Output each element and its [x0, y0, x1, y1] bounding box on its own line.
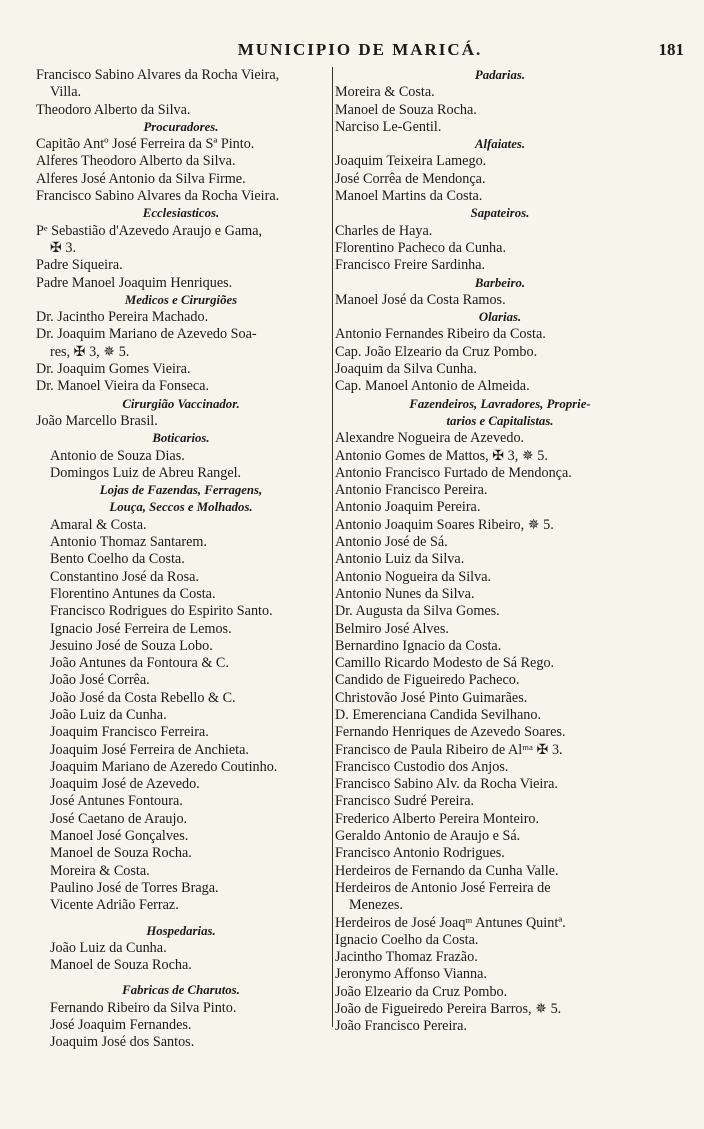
list-item: Antonio Joaquim Soares Ribeiro, ✵ 5. [335, 516, 554, 533]
list-item: João Marcello Brasil. [36, 412, 158, 429]
list-item: Florentino Antunes da Costa. [50, 585, 216, 602]
list-item: Antonio Thomaz Santarem. [50, 534, 207, 551]
list-item: Ignacio José Ferreira de Lemos. [50, 620, 232, 637]
right-column [332, 67, 665, 1035]
list-item: Moreira & Costa. [50, 862, 150, 879]
list-item: João Luiz da Cunha. [50, 939, 167, 956]
list-item: Pᵉ Sebastião d'Azevedo Araujo e Gama, [36, 222, 263, 239]
section-heading: Medicos e Cirurgiões [124, 292, 238, 307]
section-heading: Barbeiro. [474, 275, 526, 290]
list-item: Jesuino José de Souza Lobo. [50, 637, 213, 654]
list-item: Jacintho Thomaz Frazão. [335, 949, 478, 966]
list-item: Manoel de Souza Rocha. [50, 845, 192, 862]
list-item: ✠ 3. [50, 239, 77, 256]
list-item: João Francisco Pereira. [335, 1018, 467, 1035]
list-item: Bernardino Ignacio da Costa. [335, 637, 502, 654]
section-heading: Ecclesiasticos. [142, 206, 220, 221]
list-item: Antonio Luiz da Silva. [335, 551, 465, 568]
list-item: Domingos Luiz de Abreu Rangel. [50, 464, 242, 481]
list-item: João de Figueiredo Pereira Barros, ✵ 5. [335, 1001, 562, 1018]
list-item: Villa. [50, 84, 82, 101]
list-item: Bento Coelho da Costa. [50, 551, 185, 568]
list-item: Manoel José da Costa Ramos. [335, 291, 506, 308]
list-item: Dr. Manoel Vieira da Fonseca. [36, 378, 210, 395]
list-item: João Antunes da Fontoura & C. [50, 655, 229, 672]
section-heading: Fazendeiros, Lavradores, Proprie- [409, 396, 591, 411]
list-item: José Antunes Fontoura. [50, 793, 183, 810]
list-item: Francisco Sabino Alv. da Rocha Vieira. [335, 776, 558, 793]
list-item: Joaquim Teixeira Lamego. [335, 153, 487, 170]
list-item: Antonio Fernandes Ribeiro da Costa. [335, 326, 546, 343]
list-item: Manoel de Souza Rocha. [50, 957, 192, 974]
list-item: Antonio Gomes de Mattos, ✠ 3, ✵ 5. [335, 447, 548, 464]
list-item: Antonio Nunes da Silva. [335, 585, 475, 602]
list-item: Antonio Joaquim Pereira. [335, 499, 481, 516]
list-item: Joaquim Mariano de Azeredo Coutinho. [50, 758, 278, 775]
spacer [36, 915, 326, 923]
list-item: Joaquim da Silva Cunha. [335, 361, 477, 378]
list-item: Antonio Francisco Furtado de Mendonça. [335, 464, 572, 481]
list-item: Francisco Custodio dos Anjos. [335, 758, 509, 775]
page-number: 181 [658, 40, 684, 59]
list-item: Ignacio Coelho da Costa. [335, 931, 479, 948]
list-item: Fernando Henriques de Azevedo Soares. [335, 724, 566, 741]
section-heading: Cirurgião Vaccinador. [122, 396, 240, 411]
section-heading: Fabricas de Charutos. [122, 983, 240, 998]
list-item: Francisco Sudré Pereira. [335, 793, 475, 810]
section-heading: Padarias. [474, 68, 526, 82]
list-item: Fernando Ribeiro da Silva Pinto. [50, 999, 237, 1016]
list-item: João José da Costa Rebello & C. [50, 689, 236, 706]
list-item: res, ✠ 3, ✵ 5. [50, 343, 130, 360]
list-item: Padre Manoel Joaquim Henriques. [36, 274, 233, 291]
list-item: Christovão José Pinto Guimarães. [335, 689, 528, 706]
list-item: Antonio José de Sá. [335, 534, 448, 551]
list-item: Manoel de Souza Rocha. [335, 101, 477, 118]
list-item: Belmiro José Alves. [335, 620, 449, 637]
list-item: Florentino Pacheco da Cunha. [335, 239, 506, 256]
section-heading: Boticarios. [152, 431, 210, 446]
list-item: João Elzeario da Cruz Pombo. [335, 983, 508, 1000]
list-item: Francisco Sabino Alvares da Rocha Vieira, [36, 67, 280, 83]
list-item: Dr. Joaquim Gomes Vieira. [36, 361, 191, 378]
list-item: Joaquim José de Azevedo. [50, 776, 200, 793]
list-item: Antonio Nogueira da Silva. [335, 568, 492, 585]
list-item: Francisco Rodrigues do Espirito Santo. [50, 603, 273, 620]
list-item: Camillo Ricardo Modesto de Sá Rego. [335, 655, 555, 672]
list-item: Theodoro Alberto da Silva. [36, 101, 191, 118]
list-item: Charles de Haya. [335, 222, 433, 239]
list-item: Dr. Augusta da Silva Gomes. [335, 603, 500, 620]
list-item: Vicente Adrião Ferraz. [50, 897, 179, 914]
list-item: D. Emerenciana Candida Sevilhano. [335, 706, 542, 723]
section-heading: Alfaiates. [474, 137, 526, 152]
list-item: Constantino José da Rosa. [50, 568, 199, 585]
list-item: Joaquim José dos Santos. [50, 1034, 195, 1051]
list-item: Paulino José de Torres Braga. [50, 879, 219, 896]
list-item: João José Corrêa. [50, 672, 150, 689]
list-item: José Caetano de Araujo. [50, 810, 188, 827]
list-item: Herdeiros de José Joaqᵐ Antunes Quintª. [335, 914, 566, 931]
list-item: Padre Siqueira. [36, 257, 123, 274]
list-item: Narciso Le-Gentil. [335, 118, 442, 135]
list-item: Moreira & Costa. [335, 84, 435, 101]
list-item: Dr. Jacintho Pereira Machado. [36, 309, 209, 326]
list-item: Francisco de Paula Ribeiro de Alᵐᵃ ✠ 3. [335, 741, 563, 758]
section-heading: Louça, Seccos e Molhados. [109, 500, 253, 515]
list-item: Alferes Theodoro Alberto da Silva. [36, 153, 236, 170]
list-item: José Corrêa de Mendonça. [335, 170, 486, 187]
list-item: João Luiz da Cunha. [50, 706, 167, 723]
list-item: Manoel Martins da Costa. [335, 188, 483, 205]
section-heading: Lojas de Fazendas, Ferragens, [99, 483, 263, 498]
list-item: Amaral & Costa. [50, 516, 147, 533]
list-item: José Joaquim Fernandes. [50, 1017, 192, 1034]
list-item: Francisco Freire Sardinha. [335, 257, 486, 274]
spacer [36, 974, 326, 982]
list-item: Alferes José Antonio da Silva Firme. [36, 170, 246, 187]
list-item: Geraldo Antonio de Araujo e Sá. [335, 828, 521, 845]
section-heading: tarios e Capitalistas. [446, 413, 554, 428]
section-heading: Hospedarias. [146, 923, 216, 938]
list-item: Herdeiros de Antonio José Ferreira de [335, 879, 551, 896]
section-heading: Olarias. [478, 310, 522, 325]
section-heading: Sapateiros. [470, 206, 530, 221]
list-item: Cap. João Elzeario da Cruz Pombo. [335, 343, 538, 360]
list-item: Antonio de Souza Dias. [50, 447, 185, 464]
list-item: Jeronymo Affonso Vianna. [335, 966, 487, 983]
list-item: Francisco Sabino Alvares da Rocha Vieira. [36, 188, 280, 205]
page-header [36, 40, 684, 64]
page-title: MUNICIPIO DE MARICÁ. [237, 40, 483, 59]
list-item: Francisco Antonio Rodrigues. [335, 845, 505, 862]
list-item: Menezes. [349, 897, 403, 914]
list-item: Dr. Joaquim Mariano de Azevedo Soa- [36, 326, 257, 343]
list-item: Joaquim Francisco Ferreira. [50, 724, 209, 741]
list-item: Frederico Alberto Pereira Monteiro. [335, 810, 540, 827]
list-item: Candido de Figueiredo Pacheco. [335, 672, 520, 689]
list-item: Cap. Manoel Antonio de Almeida. [335, 378, 530, 395]
left-column [36, 67, 326, 1052]
list-item: Joaquim José Ferreira de Anchieta. [50, 741, 249, 758]
list-item: Herdeiros de Fernando da Cunha Valle. [335, 862, 559, 879]
list-item: Alexandre Nogueira de Azevedo. [335, 430, 525, 447]
section-heading: Procuradores. [143, 119, 219, 134]
list-item: Antonio Francisco Pereira. [335, 482, 488, 499]
list-item: Capitão Antº José Ferreira da Sª Pinto. [36, 136, 255, 153]
list-item: Manoel José Gonçalves. [50, 828, 189, 845]
